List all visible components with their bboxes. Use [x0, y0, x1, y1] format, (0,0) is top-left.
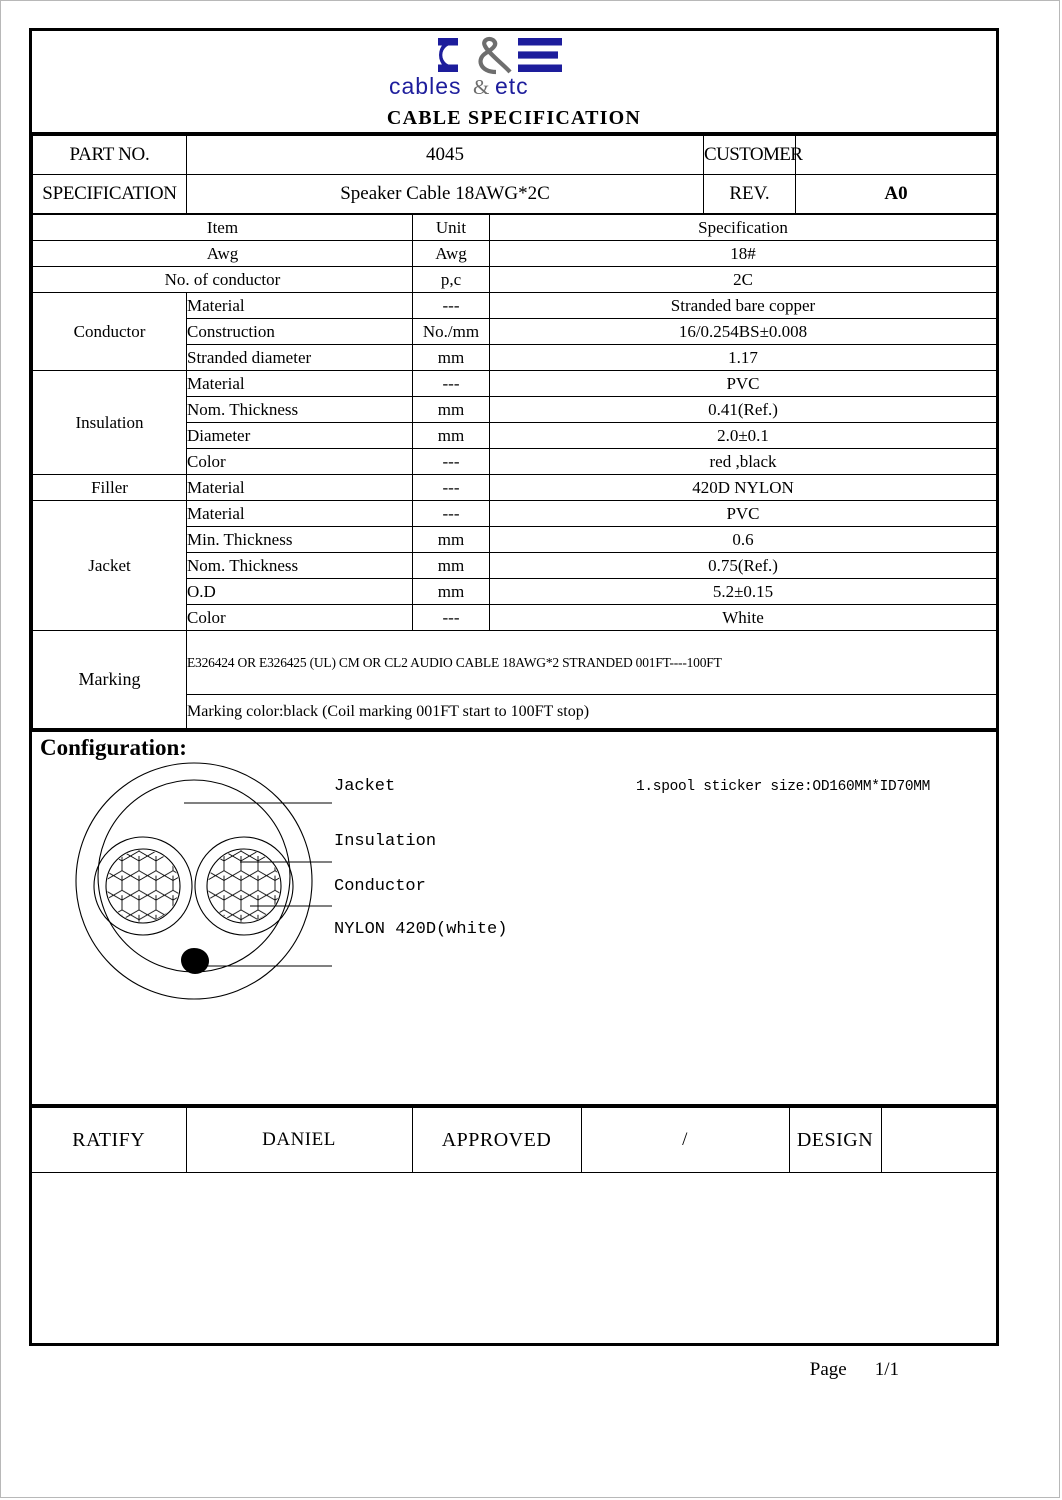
row-item-label: Construction: [187, 319, 413, 345]
table-row: [33, 241, 997, 267]
row-item-label: Nom. Thickness: [187, 397, 413, 423]
row-item-label: Nom. Thickness: [187, 553, 413, 579]
marking-line-2: Marking color:black (Coil marking 001FT start to 100FT stop): [187, 695, 997, 729]
row-item-label: Min. Thickness: [187, 527, 413, 553]
ratify-value: DANIEL: [186, 1108, 412, 1173]
row-specification: red ,black: [490, 449, 997, 475]
cables-etc-wordmark-icon: [389, 74, 639, 100]
part-no-label: PART NO.: [33, 136, 187, 175]
row-unit: mm: [413, 397, 490, 423]
row-item-label: O.D: [187, 579, 413, 605]
spool-sticker-note: 1.spool sticker size:OD160MM*ID70MM: [636, 779, 931, 795]
table-row: [33, 475, 997, 501]
row-unit: mm: [413, 345, 490, 371]
design-label: DESIGN: [789, 1108, 881, 1173]
row-specification: 0.75(Ref.): [490, 553, 997, 579]
row-item-label: Material: [187, 293, 413, 319]
ratify-label: RATIFY: [32, 1108, 186, 1173]
specification-value: Speaker Cable 18AWG*2C: [187, 175, 704, 214]
company-logo: [32, 34, 996, 100]
label-nylon: NYLON 420D(white): [334, 920, 508, 939]
row-specification: PVC: [490, 371, 997, 397]
row-unit: p,c: [413, 267, 490, 293]
ce-logo-icon: [414, 34, 614, 76]
row-unit: ---: [413, 605, 490, 631]
row-unit: ---: [413, 293, 490, 319]
row-unit: ---: [413, 449, 490, 475]
row-item-label: Stranded diameter: [187, 345, 413, 371]
table-row: [33, 371, 997, 397]
row-unit: mm: [413, 527, 490, 553]
label-conductor: Conductor: [334, 877, 426, 896]
approved-label: APPROVED: [412, 1108, 581, 1173]
info-table: [32, 135, 997, 214]
table-row: [33, 501, 997, 527]
svg-text:cables: cables: [389, 74, 462, 99]
specification-label: SPECIFICATION: [33, 175, 187, 214]
row-specification: 0.6: [490, 527, 997, 553]
row-specification: 1.17: [490, 345, 997, 371]
page-title: CABLE SPECIFICATION: [386, 107, 642, 129]
rev-value: A0: [796, 175, 997, 214]
row-specification: 5.2±0.15: [490, 579, 997, 605]
row-specification: 0.41(Ref.): [490, 397, 997, 423]
row-unit: ---: [413, 501, 490, 527]
row-item-label: Diameter: [187, 423, 413, 449]
row-unit: mm: [413, 579, 490, 605]
specification-row: [33, 175, 997, 214]
row-specification: White: [490, 605, 997, 631]
row-specification: 18#: [490, 241, 997, 267]
row-unit: Awg: [413, 241, 490, 267]
row-item-label: Material: [187, 501, 413, 527]
approved-value: /: [581, 1108, 789, 1173]
document-header: [32, 31, 996, 135]
row-specification: Stranded bare copper: [490, 293, 997, 319]
row-specification: 16/0.254BS±0.008: [490, 319, 997, 345]
column-header-specification: Specification: [490, 215, 997, 241]
part-no-value: 4045: [187, 136, 704, 175]
category-label: Jacket: [33, 501, 187, 631]
column-header-unit: Unit: [413, 215, 490, 241]
part-no-row: [33, 136, 997, 175]
marking-label: Marking: [33, 631, 187, 729]
row-specification: 2.0±0.1: [490, 423, 997, 449]
category-label: Filler: [33, 475, 187, 501]
specification-sheet: [29, 28, 999, 1346]
signature-block: [32, 1104, 996, 1173]
page-label: Page: [809, 1359, 847, 1380]
configuration-section: [32, 729, 996, 1104]
label-jacket: Jacket: [334, 777, 396, 796]
page-number: 1/1: [874, 1359, 899, 1380]
marking-line-1: E326424 OR E326425 (UL) CM OR CL2 AUDIO CABLE 18AWG*2 STRANDED 001FT----100FT: [187, 631, 997, 695]
spec-header-row: [33, 215, 997, 241]
row-unit: ---: [413, 371, 490, 397]
category-label: Conductor: [33, 293, 187, 371]
label-insulation: Insulation: [334, 832, 437, 851]
svg-text:&: &: [473, 75, 490, 99]
row-specification: PVC: [490, 501, 997, 527]
rev-label: REV.: [704, 175, 796, 214]
row-unit: No./mm: [413, 319, 490, 345]
specification-table: [32, 214, 997, 729]
row-item-label: Material: [187, 371, 413, 397]
row-unit: ---: [413, 475, 490, 501]
page-indicator: [29, 1359, 999, 1381]
row-specification: 2C: [490, 267, 997, 293]
category-label: Insulation: [33, 371, 187, 475]
table-row: [33, 293, 997, 319]
configuration-title: Configuration:: [40, 735, 187, 760]
row-item-label: Awg: [33, 241, 413, 267]
row-unit: mm: [413, 423, 490, 449]
row-item-label: No. of conductor: [33, 267, 413, 293]
row-unit: mm: [413, 553, 490, 579]
row-item-label: Material: [187, 475, 413, 501]
row-specification: 420D NYLON: [490, 475, 997, 501]
customer-label: CUSTOMER: [704, 136, 796, 175]
signature-row: [32, 1108, 996, 1173]
design-value: [881, 1108, 996, 1173]
row-item-label: Color: [187, 449, 413, 475]
table-row: [33, 267, 997, 293]
svg-text:etc: etc: [495, 74, 529, 99]
row-item-label: Color: [187, 605, 413, 631]
column-header-item: Item: [33, 215, 413, 241]
customer-value: [796, 136, 997, 175]
marking-row: [33, 631, 997, 695]
